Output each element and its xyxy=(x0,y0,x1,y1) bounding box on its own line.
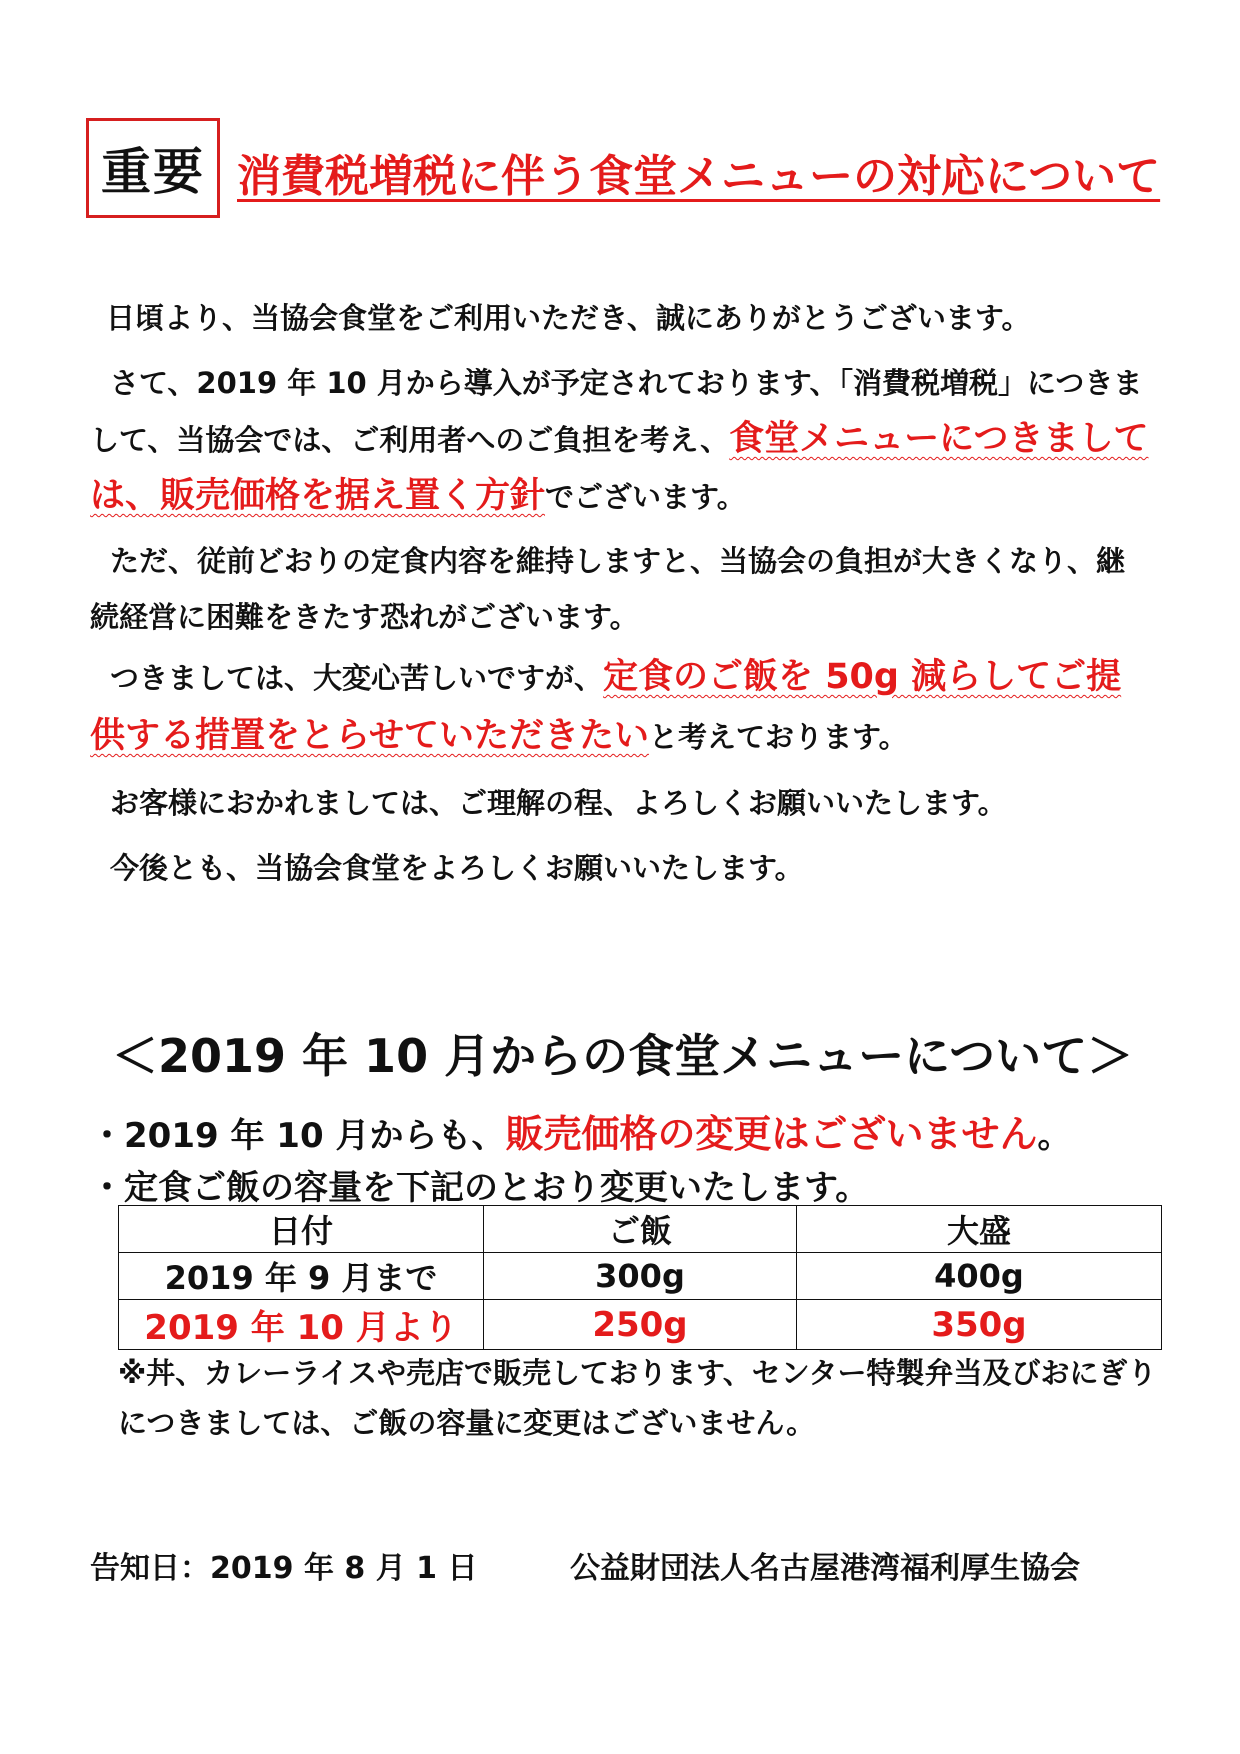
no-price-change-highlight: 販売価格の変更はございません xyxy=(505,1112,1038,1156)
table-cell-large: 400g xyxy=(796,1253,1161,1300)
bullet-rice-change: ・定食ご飯の容量を下記のとおり変更いたします。 xyxy=(90,1168,870,1208)
notice-date: 告知日：2019 年 8 月 1 日 xyxy=(90,1551,478,1586)
table-row xyxy=(119,1300,1162,1350)
paragraph-tax-policy xyxy=(90,355,1150,525)
table-row xyxy=(119,1253,1162,1300)
section-title: ＜2019 年 10 月からの食堂メニューについて＞ xyxy=(112,1029,1134,1083)
paragraph-greeting: 日頃より、当協会食堂をご利用いただき、誠にありがとうございます。 xyxy=(106,301,1031,335)
paragraph-burden: ただ、従前どおりの定食内容を維持しますと、当協会の負担が大きくなり、継続経営に困難をきたす恐れがございます。 xyxy=(90,544,1126,634)
page-title: 消費税増税に伴う食堂メニューの対応について xyxy=(237,151,1161,202)
paragraph-rice-reduction xyxy=(90,648,1150,766)
paragraph-closing: 今後とも、当協会食堂をよろしくお願いいたします。 xyxy=(110,851,804,885)
table-cell-rice: 250g xyxy=(484,1300,797,1350)
table-header-large: 大盛 xyxy=(796,1206,1161,1253)
table-header-date: 日付 xyxy=(119,1206,484,1253)
paragraph-tax-policy-end: でございます。 xyxy=(545,480,746,514)
bullet-no-price-change xyxy=(90,1103,1071,1158)
organization-name: 公益財団法人名古屋港湾福利厚生協会 xyxy=(570,1551,1080,1586)
table-cell-date: 2019 年 10 月より xyxy=(119,1300,484,1350)
table-cell-date: 2019 年 9 月まで xyxy=(119,1253,484,1300)
paragraph-rice-reduction-text: つきましては、大変心苦しいですが、 xyxy=(110,661,604,695)
rice-reduction-highlight-text: 定食のご飯を 50g 減らしてご提供する措置をとらせていただきたい xyxy=(90,657,1122,756)
price-freeze-highlight: 食堂メニューにつきましては、販売価格を据え置く方針 xyxy=(90,419,1149,516)
paragraph-rice-reduction-end: と考えております。 xyxy=(648,720,908,754)
table-cell-rice: 300g xyxy=(484,1253,797,1300)
rice-volume-table xyxy=(118,1205,1162,1350)
bullet-no-price-change-end: 。 xyxy=(1037,1116,1072,1156)
table-cell-large: 350g xyxy=(796,1300,1161,1350)
bullet-no-price-change-text: ・2019 年 10 月からも、 xyxy=(90,1116,506,1156)
paragraph-understanding: お客様におかれましては、ご理解の程、よろしくお願いいたします。 xyxy=(110,786,1007,820)
paragraph-tax-policy-text: さて、2019 年 10 月から導入が予定されております、「消費税増税」につきまして、当協会では、ご利用者へのご負担を考え、 xyxy=(90,366,1143,457)
important-badge: 重要 xyxy=(86,118,220,218)
exception-note: ※丼、カレーライスや売店で販売しております、センター特製弁当及びおにぎりにつきましては、ご飯の容量に変更はございません。 xyxy=(118,1356,1157,1440)
table-header-row xyxy=(119,1206,1162,1253)
table-header-rice: ご飯 xyxy=(484,1206,797,1253)
